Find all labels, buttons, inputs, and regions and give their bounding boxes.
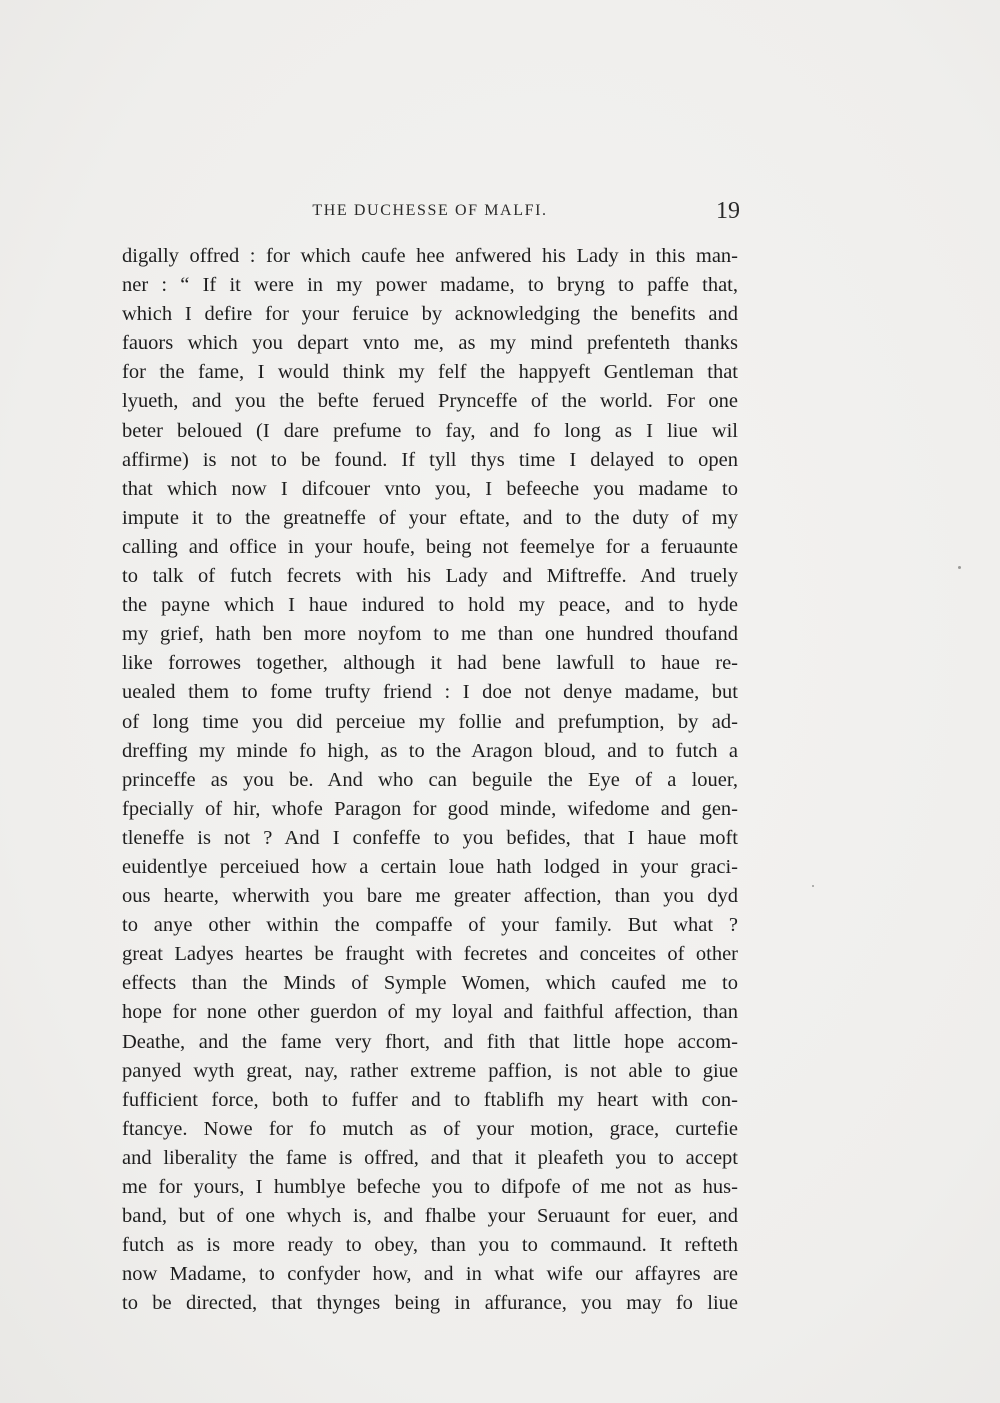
text-line: digally offred : for which caufe hee anfwered his Lady in this man-: [122, 245, 738, 267]
running-head: [120, 198, 740, 228]
text-line: me for yours, I humblye befeche you to difpofe of me not as hus-: [122, 1176, 738, 1198]
text-line: and liberality the fame is offred, and that it pleafeth you to accept: [122, 1146, 738, 1169]
text-line: futch as is more ready to obey, than you to commaund. It refteth: [122, 1234, 738, 1257]
text-line: of long time you did perceiue my follie and prefumption, by ad-: [122, 710, 738, 733]
text-line: uealed them to fome trufty friend : I doe not denye madame, but: [122, 681, 738, 704]
text-line: to talk of futch fecrets with his Lady and Miftreffe. And truely: [122, 565, 738, 588]
text-line: hope for none other guerdon of my loyal and faithful affection, than: [122, 1001, 738, 1024]
text-line: now Madame, to confyder how, and in what wife our affayres are: [122, 1263, 738, 1286]
text-line: impute it to the greatneffe of your eftate, and to the duty of my: [122, 506, 738, 529]
text-line: my grief, hath ben more noyfom to me than one hundred thoufand: [122, 623, 738, 646]
text-line: ftancye. Nowe for fo mutch as of your motion, grace, curtefie: [122, 1117, 738, 1140]
text-line: band, but of one whych is, and fhalbe your Seruaunt for euer, and: [122, 1205, 738, 1228]
text-line: calling and office in your houfe, being not feemelye for a feruaunte: [122, 535, 738, 558]
text-line: princeffe as you be. And who can beguile the Eye of a louer,: [122, 768, 738, 791]
text-line: euidentlye perceiued how a certain loue hath lodged in your graci-: [122, 855, 738, 878]
text-line: for the fame, I would think my felf the happyeft Gentleman that: [122, 361, 738, 384]
paper-speck: [812, 885, 814, 887]
text-line: ner : “ If it were in my power madame, to bryng to paffe that,: [122, 274, 738, 297]
text-line: panyed wyth great, nay, rather extreme paffion, is not able to giue: [122, 1059, 738, 1082]
text-line: to be directed, that thynges being in affurance, you may fo liue: [122, 1292, 738, 1315]
text-line: beter beloued (I dare prefume to fay, and fo long as I liue wil: [122, 419, 738, 442]
text-line: the payne which I haue indured to hold my peace, and to hyde: [122, 594, 738, 617]
paper-speck: [958, 566, 961, 569]
text-line: to anye other within the compaffe of your family. But what ?: [122, 914, 738, 937]
body-text: [122, 242, 738, 1318]
page-number: 19: [716, 198, 740, 224]
text-line: fpecially of hir, whofe Paragon for good minde, wifedome and gen-: [122, 797, 738, 820]
text-line: which I defire for your feruice by acknowledging the benefits and: [122, 303, 738, 326]
text-line: ous hearte, wherwith you bare me greater affection, than you dyd: [122, 885, 738, 908]
text-line: effects than the Minds of Symple Women, which caufed me to: [122, 972, 738, 995]
text-line: lyueth, and you the befte ferued Pryncеffe of the world. For one: [122, 390, 738, 413]
text-line: fauors which you depart vnto me, as my mind prefenteth thanks: [122, 332, 738, 355]
text-line: great Ladyes heartes be fraught with fecretes and conceites of other: [122, 943, 738, 966]
running-title: THE DUCHESSE OF MALFI.: [312, 202, 548, 219]
text-line: fufficient force, both to fuffer and to ftablifh my heart with con-: [122, 1088, 738, 1111]
text-line: that which now I difcouer vnto you, I befeeche you madame to: [122, 477, 738, 500]
text-line: tleneffe is not ? And I confeffe to you befides, that I haue moft: [122, 826, 738, 849]
text-line: affirme) is not to be found. If tyll thys time I delayed to open: [122, 448, 738, 471]
text-line: like forrowes together, although it had bene lawfull to haue re-: [122, 652, 738, 675]
text-line: Deathe, and the fame very fhort, and fith that little hope accom-: [122, 1030, 738, 1053]
text-line: dreffing my minde fo high, as to the Aragon bloud, and to futch a: [122, 739, 738, 762]
